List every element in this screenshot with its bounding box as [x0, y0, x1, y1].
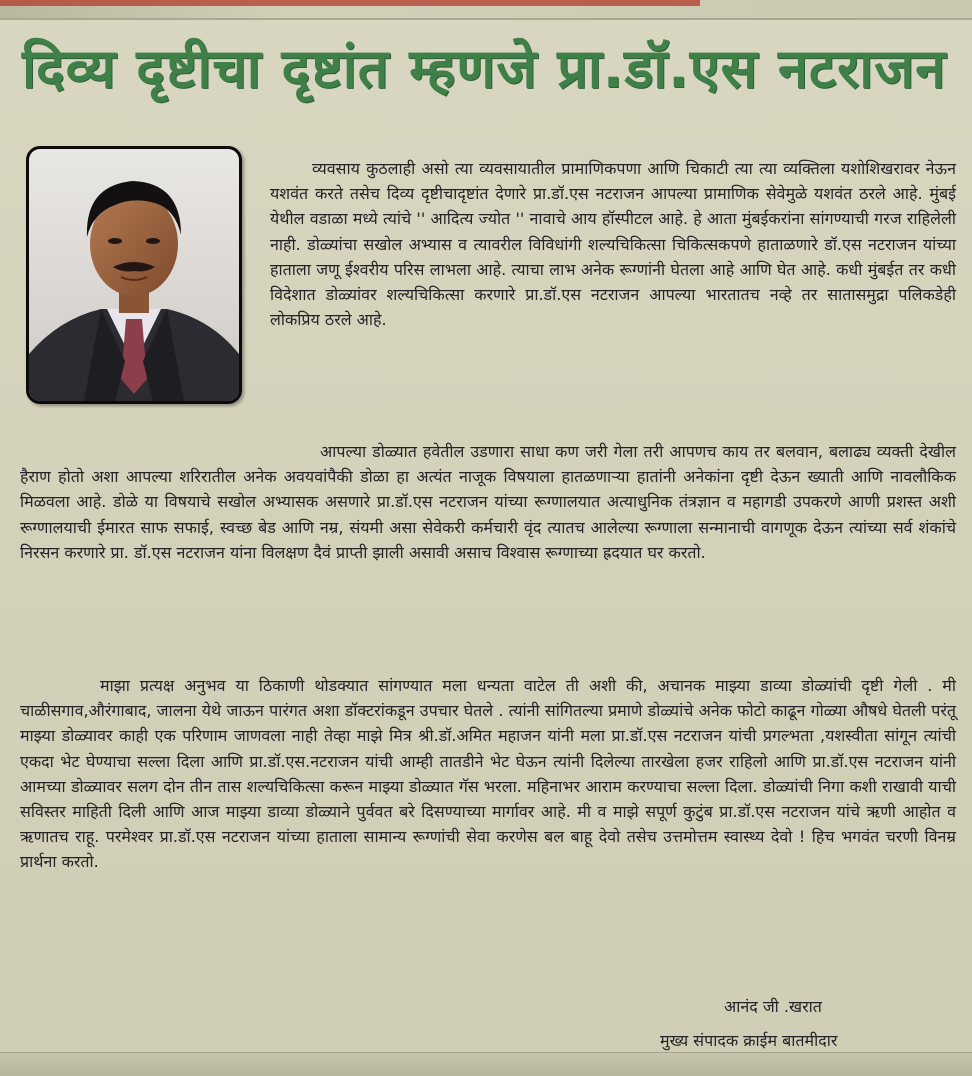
portrait-photo [26, 146, 242, 404]
author-title: मुख्य संपादक क्राईम बातमीदार [660, 1031, 838, 1050]
article-paragraph-1: व्यवसाय कुठलाही असो त्या व्यवसायातील प्रामाणिकपणा आणि चिकाटी त्या त्या व्यक्तिला यशोशिखरावर नेऊन यशवंत करते तसेच दिव्य दृष्टीचादृष्टांत देणारे प्रा.डॉ.एस नटराजन आपल्या प्रामाणिक सेवेमुळे यशवंत ठरले आहे. मुंबई येथील वडाळा मध्ये त्यांचे '' आदित्य ज्योत '' नावाचे आय हॉस्पीटल आहे. हे आता मुंबईकरांना सांगण्याची गरज राहिलेली नाही. डोळ्यांचा सखोल अभ्यास व त्यावरील विविधांगी शल्यचिकित्सा चिकित्सकपणे हाताळणारे डॉ.एस नटराजन यांच्या हाताला जणू ईश्वरीय परिस लाभला आहे. त्याचा लाभ अनेक रूग्णांनी घेतला आहे आणि घेत आहे. कधी मुंबईत तर कधी विदेशात डोळ्यांवर शल्यचिकित्सा करणारे प्रा.डॉ.एस नटराजन आपल्या भारतातच नव्हे तर सातासमुद्रा पलिकडेही लोकप्रिय ठरले आहे. [270, 159, 956, 330]
portrait-illustration [29, 149, 239, 401]
article-paragraph-2: आपल्या डोळ्यात हवेतील उडणारा साधा कण जरी गेला तरी आपणच काय तर बलवान, बलाढ्य व्यक्ती देखील हैराण होतो अशा आपल्या शरिरातील अनेक अवयवांपैकी डोळा हा अत्यंत नाजूक विषयाला हातळणाऱ्या हातांनी अनेकांना दृष्टी देऊन ख्याती आणि नावलौकिक मिळवला आहे. डोळे या विषयाचे सखोल अभ्यासक असणारे प्रा.डॉ.एस नटराजन यांच्या रूग्णालयात अत्याधुनिक तंत्रज्ञान व महागडी उपकरणे आणी प्रशस्त अशी रूग्णालयाची ईमारत साफ सफाई, स्वच्छ बेड आणि नम्र, संयमी असा सेवेकरी कर्मचारी वृंद त्यातच आलेल्या रूग्णाला सन्मानाची वागणूक देऊन त्यांच्या सर्व शंकांचे निरसन करणारे प्रा. डॉ.एस नटराजन यांना विलक्षण दैवं प्राप्ती झाली असावी असाच विश्वास रूग्णाच्या ह्रदयात घर करतो. [20, 442, 956, 562]
article-paragraph-3: माझा प्रत्यक्ष अनुभव या ठिकाणी थोडक्यात सांगण्यात मला धन्यता वाटेल ती अशी की, अचानक माझ्या डाव्या डोळ्यांची दृष्टी गेली . मी चाळीसगाव,औरंगाबाद, जालना येथे जाऊन पारंगत अशा डॉक्टरांकडून उपचार घेतले . त्यांनी सांगितल्या प्रमाणे डोळ्यांचे अनेक फोटो काढून गोळ्या औषधे घेतली परंतू माझ्या डोळ्यावर काही एक परिणाम जाणवला नाही तेव्हा माझे मित्र श्री.डॉ.अमित महाजन यांनी मला प्रा.डॉ.एस नटराजन यांची प्रगल्भता ,यशस्वीता सांगून त्यांची एकदा भेट घेण्याचा सल्ला दिला आणि प्रा.डॉ.एस.नटराजन यांची आम्ही तातडीने भेट घेऊन त्यांनी दिलेल्या तारखेला हजर राहिलो आणि प्रा.डॉ.एस नटराजन यांनी आमच्या डोळ्यावर सलग दोन तीन तास शल्यचिकित्सा करून माझ्या डोळ्यात गॅस भरला. महिनाभर आराम करण्याचा सल्ला दिला. डोळ्यांची निगा कशी राखावी याची सविस्तर माहिती दिली आणि आज माझ्या डाव्या डोळ्याने पुर्ववत बरे दिसण्याच्या मार्गावर आहे. मी व माझे सपूर्ण कुटुंब प्रा.डॉ.एस नटराजन यांचे ऋणी आहोत व ऋणातच राहू. परमेश्वर प्रा.डॉ.एस नटराजन यांच्या हाताला सामान्य रूग्णांची सेवा करणेस बल बाहू देवो तसेच उत्तमोत्तम स्वास्थ्य देवो ! हिच भगवंत चरणी विनम्र प्रार्थना करतो. [20, 676, 956, 872]
torn-top-edge [0, 0, 972, 20]
article-headline: दिव्य दृष्टीचा दृष्टांत म्हणजे प्रा.डॉ.एस नटराजन [22, 37, 947, 100]
clipping-bottom-edge [0, 1052, 972, 1076]
author-signature [660, 990, 950, 1058]
red-print-strip [0, 0, 700, 6]
author-name: आनंद जी .खरात [724, 997, 822, 1016]
